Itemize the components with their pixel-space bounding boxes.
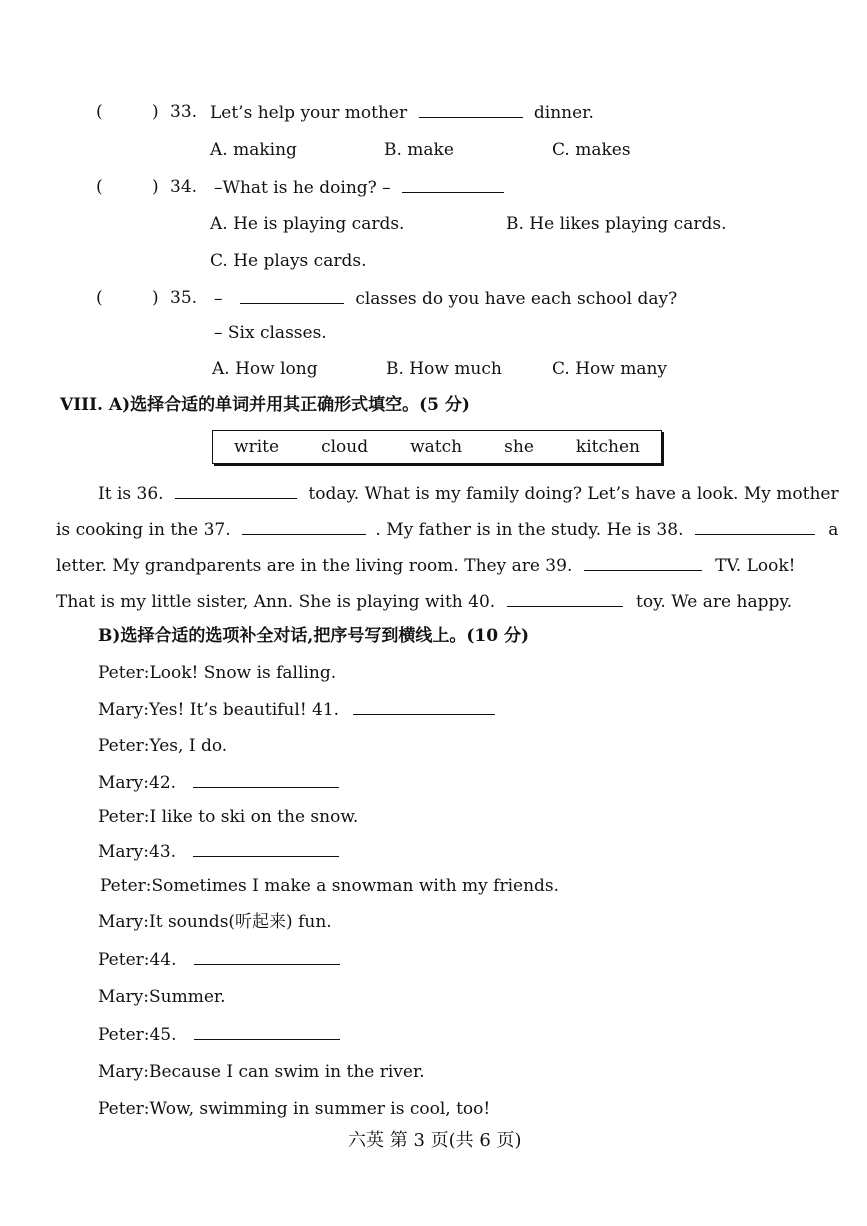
word-bank-item: kitchen	[575, 437, 640, 457]
question-34-option-c: C. He plays cards.	[210, 251, 367, 271]
question-33-option-b: B. make	[384, 140, 454, 160]
speaker-label: Peter:	[98, 807, 150, 827]
question-35-option-a: A. How long	[212, 359, 318, 379]
speaker-label: Peter:	[100, 876, 152, 896]
question-33-stem	[210, 101, 594, 124]
dialogue-text: Sometimes I make a snowman with my friends.	[151, 876, 560, 896]
dialogue-line	[98, 662, 336, 684]
question-33-option-a: A. making	[210, 140, 297, 160]
page-footer: 六英 第 3 页(共 6 页)	[348, 1130, 522, 1151]
dialogue-line	[98, 698, 495, 721]
blank-39	[584, 554, 702, 571]
speaker-label: Peter:	[98, 736, 150, 756]
speaker-label: Mary:	[98, 700, 149, 720]
speaker-label: Peter:	[98, 663, 150, 683]
speaker-label: Mary:	[98, 842, 149, 862]
answer-paren-open-34: (	[96, 177, 103, 197]
question-35-blank	[240, 287, 344, 304]
speaker-label: Peter:	[98, 1099, 150, 1119]
blank-37	[242, 518, 366, 535]
dialogue-line	[98, 735, 227, 757]
question-33-option-c: C. makes	[552, 140, 631, 160]
dialogue-text: Yes! It’s beautiful! 41.	[149, 700, 340, 720]
dialogue-text: I like to ski on the snow.	[149, 807, 359, 827]
passage-text: . My father is in the study. He is 38.	[375, 520, 684, 540]
question-number-33: 33.	[170, 102, 198, 122]
blank-44	[194, 948, 340, 965]
question-35-stem	[214, 287, 677, 310]
question-35-answer-line: – Six classes.	[214, 323, 327, 343]
question-35-option-b: B. How much	[386, 359, 502, 379]
speaker-label: Mary:	[98, 1062, 149, 1082]
dialogue-line	[98, 1061, 425, 1083]
answer-paren-open-35: (	[96, 288, 103, 308]
question-34-stem-before: –What is he doing? –	[214, 178, 391, 198]
question-34-option-a: A. He is playing cards.	[210, 214, 405, 234]
dialogue-line	[98, 986, 226, 1008]
dialogue-text: Look! Snow is falling.	[149, 663, 337, 683]
question-33-stem-after: dinner.	[533, 103, 594, 123]
passage-text: TV. Look!	[715, 556, 796, 576]
answer-paren-open-33: (	[96, 102, 103, 122]
speaker-label: Mary:	[98, 912, 149, 932]
dialogue-text: Yes, I do.	[149, 736, 228, 756]
answer-paren-close-34: )	[152, 177, 159, 197]
dialogue-text: Because I can swim in the river.	[149, 1062, 425, 1082]
question-34-blank	[402, 176, 504, 193]
dialogue-line	[100, 875, 559, 897]
dialogue-text: It sounds(听起来) fun.	[149, 912, 332, 932]
word-bank-item: she	[504, 437, 534, 457]
question-33-blank	[419, 101, 523, 118]
blank-40	[507, 590, 623, 607]
dialogue-line	[98, 1098, 490, 1120]
dialogue-line	[98, 911, 332, 933]
question-number-35: 35.	[170, 288, 198, 308]
question-35-stem-before: –	[214, 289, 223, 309]
dialogue-text: Wow, swimming in summer is cool, too!	[149, 1099, 491, 1119]
dialogue-text: 45.	[149, 1025, 177, 1045]
dialogue-text: 42.	[149, 773, 177, 793]
dialogue-line	[98, 806, 358, 828]
word-bank-item: cloud	[321, 437, 369, 457]
blank-43	[193, 840, 339, 857]
passage-line-1	[98, 482, 858, 505]
passage-text: toy. We are happy.	[636, 592, 793, 612]
blank-36	[175, 482, 297, 499]
speaker-label: Peter:	[98, 1025, 150, 1045]
question-35-stem-after: classes do you have each school day?	[355, 289, 678, 309]
dialogue-line	[98, 771, 339, 794]
passage-text: It is 36.	[98, 484, 164, 504]
question-34-stem	[214, 176, 504, 199]
passage-text: That is my little sister, Ann. She is playing with 40.	[56, 592, 496, 612]
section-8-heading: VIII. A)选择合适的单词并用其正确形式填空。(5 分)	[60, 395, 470, 415]
word-bank-item: write	[234, 437, 280, 457]
speaker-label: Mary:	[98, 773, 149, 793]
speaker-label: Mary:	[98, 987, 149, 1007]
dialogue-line	[98, 948, 340, 971]
dialogue-text: 43.	[149, 842, 177, 862]
blank-41	[353, 698, 495, 715]
question-35-option-c: C. How many	[552, 359, 668, 379]
word-bank-box	[212, 430, 662, 464]
passage-text: letter. My grandparents are in the living room. They are 39.	[56, 556, 573, 576]
question-33-stem-before: Let’s help your mother	[210, 103, 408, 123]
blank-45	[194, 1023, 340, 1040]
question-34-option-b: B. He likes playing cards.	[506, 214, 727, 234]
answer-paren-close-35: )	[152, 288, 159, 308]
passage-line-2	[56, 518, 839, 541]
dialogue-line	[98, 840, 339, 863]
dialogue-line	[98, 1023, 340, 1046]
passage-line-3	[56, 554, 816, 577]
passage-line-4	[56, 590, 816, 613]
answer-paren-close-33: )	[152, 102, 159, 122]
section-8b-heading: B)选择合适的选项补全对话,把序号写到横线上。(10 分)	[98, 626, 529, 646]
blank-38	[695, 518, 815, 535]
blank-42	[193, 771, 339, 788]
passage-text: a	[828, 520, 839, 540]
passage-text: is cooking in the 37.	[56, 520, 231, 540]
question-number-34: 34.	[170, 177, 198, 197]
dialogue-text: Summer.	[149, 987, 226, 1007]
speaker-label: Peter:	[98, 950, 150, 970]
passage-text: today. What is my family doing? Let’s have a look. My mother	[308, 484, 839, 504]
dialogue-text: 44.	[149, 950, 177, 970]
word-bank-item: watch	[410, 437, 463, 457]
